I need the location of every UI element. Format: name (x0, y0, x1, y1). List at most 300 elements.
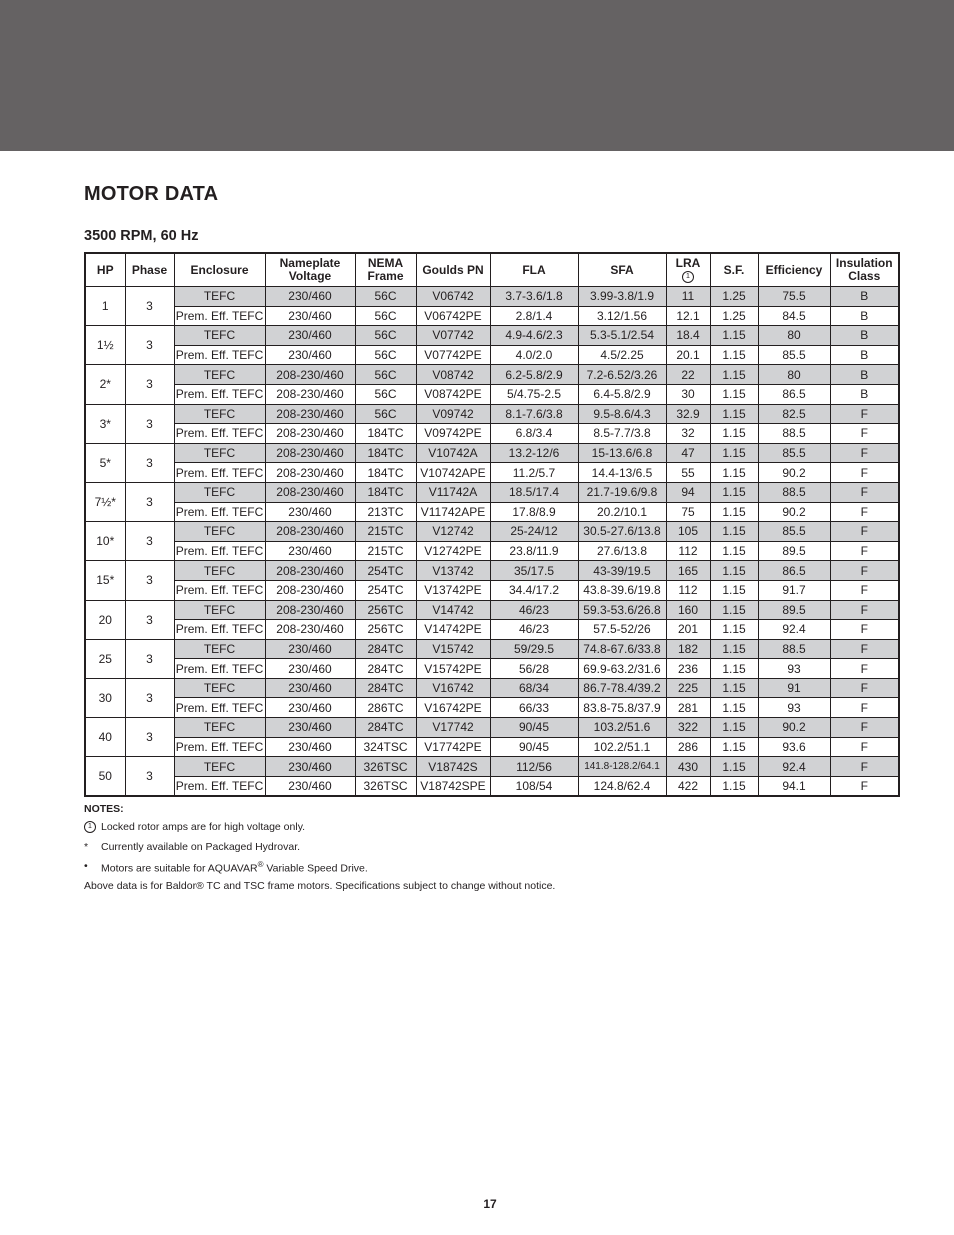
table-row (85, 306, 899, 326)
col-header-lra-label: LRA (675, 256, 701, 270)
cell-fla: 90/45 (490, 718, 578, 738)
cell-fla: 66/33 (490, 698, 578, 718)
cell-enclosure: Prem. Eff. TEFC (174, 424, 265, 444)
cell-sf: 1.15 (710, 561, 758, 581)
cell-nema-frame: 184TC (355, 443, 416, 463)
cell-nema-frame: 184TC (355, 482, 416, 502)
cell-insulation-class: F (830, 443, 899, 463)
cell-fla: 108/54 (490, 776, 578, 796)
cell-fla: 5/4.75-2.5 (490, 384, 578, 404)
cell-efficiency: 92.4 (758, 757, 830, 777)
cell-hp: 20 (85, 600, 125, 639)
col-header-phase: Phase (125, 253, 174, 287)
col-header-enclosure: Enclosure (174, 253, 265, 287)
cell-goulds-pn: V17742PE (416, 737, 490, 757)
cell-phase: 3 (125, 443, 174, 482)
cell-hp: 1½ (85, 326, 125, 365)
table-row (85, 463, 899, 483)
cell-enclosure: Prem. Eff. TEFC (174, 463, 265, 483)
cell-fla: 11.2/5.7 (490, 463, 578, 483)
cell-insulation-class: B (830, 365, 899, 385)
cell-hp: 7½* (85, 482, 125, 521)
cell-sfa: 27.6/13.8 (578, 541, 666, 561)
cell-enclosure: TEFC (174, 561, 265, 581)
cell-lra: 201 (666, 620, 710, 640)
cell-voltage: 230/460 (265, 345, 355, 365)
cell-insulation-class: F (830, 580, 899, 600)
cell-hp: 10* (85, 522, 125, 561)
cell-goulds-pn: V08742PE (416, 384, 490, 404)
cell-fla: 8.1-7.6/3.8 (490, 404, 578, 424)
cell-fla: 34.4/17.2 (490, 580, 578, 600)
notes-heading: NOTES: (84, 803, 124, 815)
cell-insulation-class: B (830, 306, 899, 326)
table-row (85, 326, 899, 346)
cell-hp: 50 (85, 757, 125, 797)
note-item (84, 821, 904, 841)
cell-enclosure: Prem. Eff. TEFC (174, 541, 265, 561)
cell-goulds-pn: V06742 (416, 287, 490, 307)
cell-lra: 281 (666, 698, 710, 718)
cell-voltage: 230/460 (265, 541, 355, 561)
cell-efficiency: 85.5 (758, 443, 830, 463)
cell-voltage: 208-230/460 (265, 384, 355, 404)
cell-sfa: 69.9-63.2/31.6 (578, 659, 666, 679)
cell-nema-frame: 286TC (355, 698, 416, 718)
cell-insulation-class: F (830, 600, 899, 620)
table-row (85, 404, 899, 424)
cell-goulds-pn: V15742 (416, 639, 490, 659)
col-header-voltage: Nameplate Voltage (265, 253, 355, 287)
cell-goulds-pn: V14742 (416, 600, 490, 620)
cell-nema-frame: 284TC (355, 718, 416, 738)
cell-sf: 1.15 (710, 776, 758, 796)
cell-lra: 75 (666, 502, 710, 522)
cell-fla: 46/23 (490, 600, 578, 620)
cell-voltage: 230/460 (265, 326, 355, 346)
cell-goulds-pn: V07742 (416, 326, 490, 346)
cell-nema-frame: 326TSC (355, 757, 416, 777)
cell-goulds-pn: V16742PE (416, 698, 490, 718)
cell-lra: 20.1 (666, 345, 710, 365)
cell-goulds-pn: V11742A (416, 482, 490, 502)
cell-lra: 112 (666, 541, 710, 561)
cell-efficiency: 89.5 (758, 541, 830, 561)
cell-phase: 3 (125, 365, 174, 404)
cell-efficiency: 85.5 (758, 522, 830, 542)
cell-insulation-class: B (830, 326, 899, 346)
cell-nema-frame: 215TC (355, 522, 416, 542)
cell-voltage: 208-230/460 (265, 443, 355, 463)
table-row (85, 580, 899, 600)
cell-fla: 4.9-4.6/2.3 (490, 326, 578, 346)
cell-lra: 182 (666, 639, 710, 659)
note-text: Currently available on Packaged Hydrovar. (101, 840, 301, 853)
cell-nema-frame: 184TC (355, 424, 416, 444)
cell-insulation-class: F (830, 718, 899, 738)
cell-sf: 1.15 (710, 502, 758, 522)
cell-lra: 430 (666, 757, 710, 777)
cell-sf: 1.15 (710, 757, 758, 777)
col-header-sf: S.F. (710, 253, 758, 287)
cell-sfa: 30.5-27.6/13.8 (578, 522, 666, 542)
cell-nema-frame: 56C (355, 345, 416, 365)
cell-voltage: 230/460 (265, 776, 355, 796)
cell-enclosure: Prem. Eff. TEFC (174, 737, 265, 757)
cell-efficiency: 91.7 (758, 580, 830, 600)
cell-goulds-pn: V15742PE (416, 659, 490, 679)
cell-sfa: 4.5/2.25 (578, 345, 666, 365)
cell-goulds-pn: V18742SPE (416, 776, 490, 796)
cell-sf: 1.25 (710, 287, 758, 307)
cell-enclosure: Prem. Eff. TEFC (174, 620, 265, 640)
table-row (85, 384, 899, 404)
cell-nema-frame: 324TSC (355, 737, 416, 757)
cell-voltage: 230/460 (265, 757, 355, 777)
cell-hp: 5* (85, 443, 125, 482)
cell-enclosure: TEFC (174, 639, 265, 659)
cell-fla: 35/17.5 (490, 561, 578, 581)
cell-goulds-pn: V08742 (416, 365, 490, 385)
cell-sf: 1.15 (710, 384, 758, 404)
registered-mark: ® (257, 860, 264, 870)
cell-lra: 22 (666, 365, 710, 385)
cell-nema-frame: 184TC (355, 463, 416, 483)
cell-nema-frame: 56C (355, 326, 416, 346)
cell-voltage: 208-230/460 (265, 482, 355, 502)
cell-lra: 47 (666, 443, 710, 463)
cell-lra: 55 (666, 463, 710, 483)
cell-sf: 1.15 (710, 482, 758, 502)
cell-sfa: 14.4-13/6.5 (578, 463, 666, 483)
cell-voltage: 208-230/460 (265, 522, 355, 542)
cell-goulds-pn: V16742 (416, 678, 490, 698)
cell-sf: 1.15 (710, 718, 758, 738)
table-row (85, 659, 899, 679)
cell-nema-frame: 284TC (355, 659, 416, 679)
col-header-lra (666, 253, 710, 287)
cell-lra: 160 (666, 600, 710, 620)
motor-table-body (85, 287, 899, 797)
cell-voltage: 208-230/460 (265, 600, 355, 620)
cell-sf: 1.15 (710, 541, 758, 561)
note-text: Locked rotor amps are for high voltage only. (101, 821, 306, 833)
table-row (85, 522, 899, 542)
cell-insulation-class: F (830, 678, 899, 698)
cell-enclosure: Prem. Eff. TEFC (174, 306, 265, 326)
cell-nema-frame: 56C (355, 306, 416, 326)
cell-enclosure: TEFC (174, 287, 265, 307)
cell-lra: 286 (666, 737, 710, 757)
cell-sfa: 7.2-6.52/3.26 (578, 365, 666, 385)
cell-phase: 3 (125, 678, 174, 717)
cell-enclosure: Prem. Eff. TEFC (174, 659, 265, 679)
cell-nema-frame: 284TC (355, 639, 416, 659)
cell-sfa: 21.7-19.6/9.8 (578, 482, 666, 502)
cell-efficiency: 88.5 (758, 639, 830, 659)
cell-enclosure: TEFC (174, 718, 265, 738)
cell-efficiency: 92.4 (758, 620, 830, 640)
cell-insulation-class: F (830, 659, 899, 679)
cell-efficiency: 90.2 (758, 463, 830, 483)
cell-sf: 1.15 (710, 698, 758, 718)
cell-efficiency: 91 (758, 678, 830, 698)
cell-efficiency: 86.5 (758, 384, 830, 404)
cell-insulation-class: F (830, 541, 899, 561)
cell-voltage: 230/460 (265, 306, 355, 326)
col-header-fla: FLA (490, 253, 578, 287)
col-header-insulation-class: Insulation Class (830, 253, 899, 287)
table-row (85, 482, 899, 502)
cell-fla: 112/56 (490, 757, 578, 777)
cell-efficiency: 89.5 (758, 600, 830, 620)
cell-goulds-pn: V10742APE (416, 463, 490, 483)
cell-sfa: 86.7-78.4/39.2 (578, 678, 666, 698)
cell-phase: 3 (125, 757, 174, 797)
cell-enclosure: Prem. Eff. TEFC (174, 345, 265, 365)
col-header-goulds-pn: Goulds PN (416, 253, 490, 287)
cell-goulds-pn: V12742 (416, 522, 490, 542)
cell-nema-frame: 213TC (355, 502, 416, 522)
cell-enclosure: TEFC (174, 482, 265, 502)
table-row (85, 443, 899, 463)
cell-efficiency: 90.2 (758, 502, 830, 522)
cell-insulation-class: F (830, 776, 899, 796)
cell-fla: 90/45 (490, 737, 578, 757)
cell-fla: 6.2-5.8/2.9 (490, 365, 578, 385)
note-one-icon: 1 (84, 821, 96, 833)
cell-nema-frame: 284TC (355, 678, 416, 698)
cell-sf: 1.15 (710, 737, 758, 757)
cell-efficiency: 94.1 (758, 776, 830, 796)
cell-nema-frame: 326TSC (355, 776, 416, 796)
cell-efficiency: 90.2 (758, 718, 830, 738)
table-row (85, 424, 899, 444)
table-row (85, 620, 899, 640)
cell-insulation-class: F (830, 404, 899, 424)
cell-voltage: 230/460 (265, 698, 355, 718)
cell-hp: 3* (85, 404, 125, 443)
table-row (85, 718, 899, 738)
cell-sf: 1.25 (710, 306, 758, 326)
page-title: MOTOR DATA (84, 183, 219, 205)
cell-voltage: 208-230/460 (265, 365, 355, 385)
cell-efficiency: 86.5 (758, 561, 830, 581)
cell-goulds-pn: V09742PE (416, 424, 490, 444)
cell-goulds-pn: V11742APE (416, 502, 490, 522)
cell-insulation-class: F (830, 561, 899, 581)
cell-sf: 1.15 (710, 404, 758, 424)
cell-sfa: 8.5-7.7/3.8 (578, 424, 666, 444)
cell-efficiency: 93 (758, 659, 830, 679)
table-row (85, 678, 899, 698)
cell-lra: 165 (666, 561, 710, 581)
table-row (85, 776, 899, 796)
table-row (85, 365, 899, 385)
cell-voltage: 230/460 (265, 639, 355, 659)
cell-insulation-class: F (830, 482, 899, 502)
cell-enclosure: TEFC (174, 757, 265, 777)
cell-lra: 322 (666, 718, 710, 738)
cell-voltage: 230/460 (265, 678, 355, 698)
cell-lra: 11 (666, 287, 710, 307)
table-row (85, 639, 899, 659)
cell-sf: 1.15 (710, 326, 758, 346)
cell-efficiency: 85.5 (758, 345, 830, 365)
note-text-after: Variable Speed Drive. (263, 862, 368, 875)
notes-footer: Above data is for Baldor® TC and TSC frame motors. Specifications subject to change without notice. (84, 880, 556, 893)
cell-phase: 3 (125, 287, 174, 326)
cell-sfa: 124.8/62.4 (578, 776, 666, 796)
cell-enclosure: TEFC (174, 326, 265, 346)
cell-sfa: 57.5-52/26 (578, 620, 666, 640)
cell-sfa: 20.2/10.1 (578, 502, 666, 522)
cell-sfa: 103.2/51.6 (578, 718, 666, 738)
cell-voltage: 208-230/460 (265, 580, 355, 600)
cell-enclosure: Prem. Eff. TEFC (174, 502, 265, 522)
cell-fla: 3.7-3.6/1.8 (490, 287, 578, 307)
cell-goulds-pn: V13742PE (416, 580, 490, 600)
cell-insulation-class: F (830, 620, 899, 640)
col-header-hp: HP (85, 253, 125, 287)
cell-insulation-class: F (830, 424, 899, 444)
table-row (85, 698, 899, 718)
cell-sf: 1.15 (710, 345, 758, 365)
cell-sfa: 43.8-39.6/19.8 (578, 580, 666, 600)
cell-voltage: 208-230/460 (265, 424, 355, 444)
cell-sf: 1.15 (710, 424, 758, 444)
cell-nema-frame: 256TC (355, 620, 416, 640)
cell-sf: 1.15 (710, 443, 758, 463)
cell-goulds-pn: V12742PE (416, 541, 490, 561)
bullet-mark: • (84, 860, 88, 873)
cell-enclosure: TEFC (174, 522, 265, 542)
cell-efficiency: 82.5 (758, 404, 830, 424)
cell-enclosure: TEFC (174, 365, 265, 385)
cell-sfa: 15-13.6/6.8 (578, 443, 666, 463)
table-row (85, 737, 899, 757)
cell-sfa: 141.8-128.2/64.1 (578, 757, 666, 777)
cell-efficiency: 88.5 (758, 424, 830, 444)
cell-efficiency: 75.5 (758, 287, 830, 307)
cell-lra: 30 (666, 384, 710, 404)
cell-goulds-pn: V10742A (416, 443, 490, 463)
col-header-efficiency: Efficiency (758, 253, 830, 287)
cell-sfa: 6.4-5.8/2.9 (578, 384, 666, 404)
cell-sf: 1.15 (710, 620, 758, 640)
cell-efficiency: 80 (758, 365, 830, 385)
cell-goulds-pn: V17742 (416, 718, 490, 738)
notes-section (84, 803, 904, 900)
cell-phase: 3 (125, 482, 174, 521)
cell-insulation-class: B (830, 345, 899, 365)
cell-lra: 32.9 (666, 404, 710, 424)
cell-voltage: 230/460 (265, 718, 355, 738)
cell-sfa: 5.3-5.1/2.54 (578, 326, 666, 346)
table-row (85, 541, 899, 561)
cell-enclosure: TEFC (174, 404, 265, 424)
col-header-nema-frame: NEMA Frame (355, 253, 416, 287)
cell-hp: 25 (85, 639, 125, 678)
cell-hp: 2* (85, 365, 125, 404)
cell-enclosure: TEFC (174, 678, 265, 698)
cell-fla: 56/28 (490, 659, 578, 679)
cell-voltage: 230/460 (265, 502, 355, 522)
cell-sfa: 9.5-8.6/4.3 (578, 404, 666, 424)
cell-enclosure: TEFC (174, 443, 265, 463)
cell-enclosure: Prem. Eff. TEFC (174, 580, 265, 600)
cell-fla: 59/29.5 (490, 639, 578, 659)
table-row (85, 502, 899, 522)
cell-lra: 12.1 (666, 306, 710, 326)
cell-phase: 3 (125, 326, 174, 365)
cell-sf: 1.15 (710, 659, 758, 679)
asterisk-mark: * (84, 840, 89, 853)
cell-sfa: 3.12/1.56 (578, 306, 666, 326)
header-banner (0, 0, 954, 151)
cell-voltage: 208-230/460 (265, 404, 355, 424)
cell-sf: 1.15 (710, 639, 758, 659)
cell-hp: 15* (85, 561, 125, 600)
cell-fla: 23.8/11.9 (490, 541, 578, 561)
cell-nema-frame: 256TC (355, 600, 416, 620)
cell-enclosure: Prem. Eff. TEFC (174, 698, 265, 718)
cell-lra: 94 (666, 482, 710, 502)
cell-nema-frame: 56C (355, 365, 416, 385)
cell-enclosure: Prem. Eff. TEFC (174, 384, 265, 404)
cell-fla: 25-24/12 (490, 522, 578, 542)
cell-hp: 40 (85, 718, 125, 757)
cell-phase: 3 (125, 522, 174, 561)
cell-nema-frame: 215TC (355, 541, 416, 561)
table-row (85, 287, 899, 307)
cell-sfa: 102.2/51.1 (578, 737, 666, 757)
cell-voltage: 230/460 (265, 737, 355, 757)
cell-nema-frame: 254TC (355, 561, 416, 581)
note-item (84, 841, 904, 861)
note-item (84, 860, 904, 880)
cell-lra: 236 (666, 659, 710, 679)
cell-sfa: 59.3-53.6/26.8 (578, 600, 666, 620)
cell-nema-frame: 254TC (355, 580, 416, 600)
cell-lra: 422 (666, 776, 710, 796)
cell-hp: 1 (85, 287, 125, 326)
cell-sfa: 74.8-67.6/33.8 (578, 639, 666, 659)
cell-fla: 68/34 (490, 678, 578, 698)
cell-efficiency: 93 (758, 698, 830, 718)
cell-goulds-pn: V06742PE (416, 306, 490, 326)
cell-nema-frame: 56C (355, 384, 416, 404)
cell-lra: 18.4 (666, 326, 710, 346)
cell-enclosure: Prem. Eff. TEFC (174, 776, 265, 796)
cell-insulation-class: F (830, 737, 899, 757)
table-row (85, 757, 899, 777)
cell-insulation-class: F (830, 522, 899, 542)
cell-lra: 225 (666, 678, 710, 698)
cell-goulds-pn: V13742 (416, 561, 490, 581)
cell-voltage: 230/460 (265, 287, 355, 307)
cell-phase: 3 (125, 639, 174, 678)
cell-sf: 1.15 (710, 463, 758, 483)
cell-fla: 6.8/3.4 (490, 424, 578, 444)
col-header-sfa: SFA (578, 253, 666, 287)
table-header-row (85, 253, 899, 287)
cell-insulation-class: F (830, 502, 899, 522)
cell-insulation-class: F (830, 463, 899, 483)
cell-efficiency: 84.5 (758, 306, 830, 326)
cell-sfa: 43-39/19.5 (578, 561, 666, 581)
cell-fla: 13.2-12/6 (490, 443, 578, 463)
